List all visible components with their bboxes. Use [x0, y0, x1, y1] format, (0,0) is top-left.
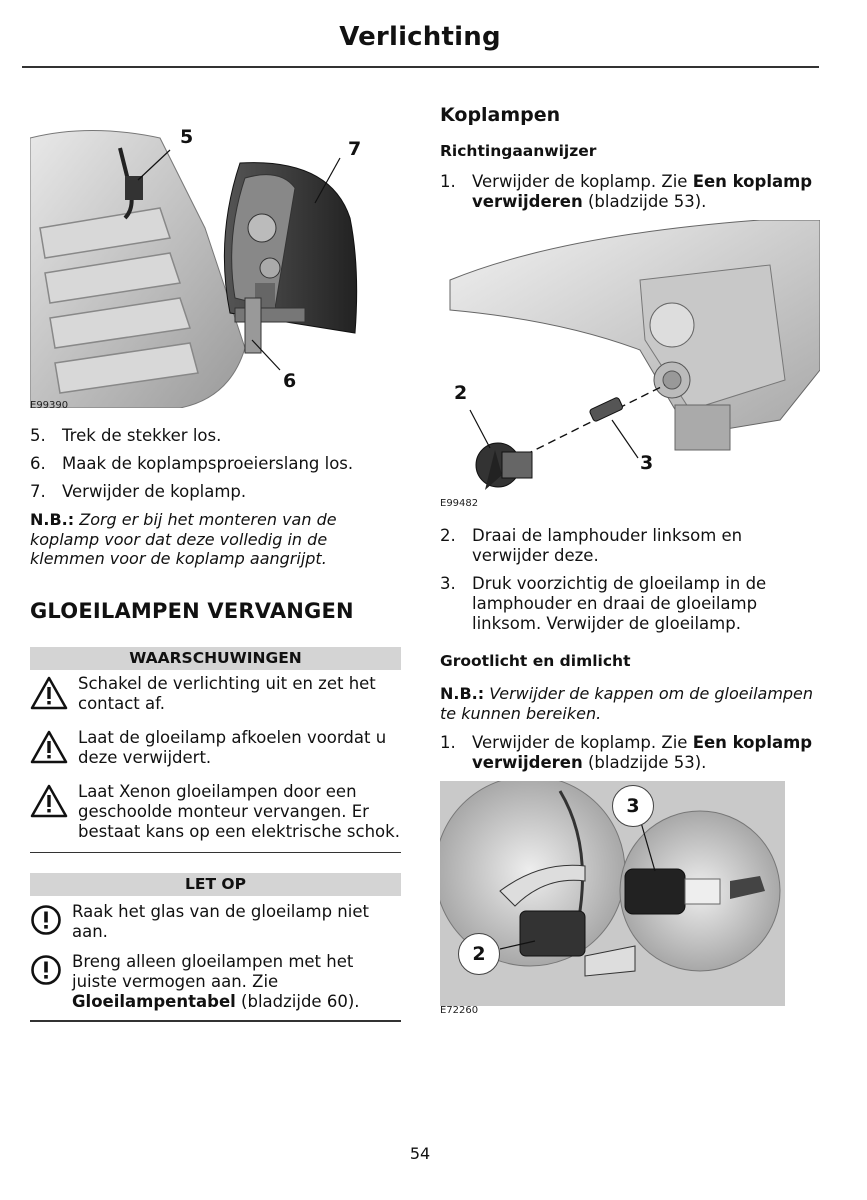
note-text: Zorg er bij het monteren van de koplamp voor dat deze volledig in de klemmen voor de koplamp aangrijpt. [30, 510, 337, 568]
link-een-koplamp-verwijderen[interactable]: Een koplamp verwijderen [472, 733, 813, 772]
warning-triangle-icon [30, 676, 68, 710]
bulb-steps [440, 526, 820, 634]
turn-signal-illustration [440, 220, 820, 505]
warnings-banner: WAARSCHUWINGEN [30, 647, 401, 670]
figure-code: E99482 [440, 498, 479, 509]
list-item: 1. Verwijder de koplamp. Zie Een koplamp verwijderen (bladzijde 53). [440, 733, 813, 772]
list-item: 7. Verwijder de koplamp. [30, 482, 247, 501]
warnings-box [30, 647, 401, 854]
list-item: 6. Maak de koplampsproeierslang los. [30, 454, 354, 473]
warnings-bottom-rule [30, 852, 401, 854]
caution-exclamation-icon [30, 904, 62, 936]
title-rule [22, 66, 819, 68]
caution-exclamation-icon [30, 954, 62, 986]
caution-bottom-rule [30, 1020, 401, 1022]
heading-richtingaanwijzer: Richtingaanwijzer [440, 142, 597, 160]
mounting-note [30, 510, 401, 569]
callout-3-badge: 3 [612, 785, 654, 827]
caution-item: Raak het glas van de gloeilamp niet aan. [30, 902, 401, 942]
main-beam-illustration [440, 781, 785, 1006]
caution-banner: LET OP [30, 873, 401, 896]
step1b-list [440, 733, 820, 773]
callout-2-badge: 2 [458, 933, 500, 975]
list-item: 2. Draai de lamphouder linksom en verwijder deze. [440, 526, 743, 565]
page-number: 54 [409, 1144, 431, 1163]
left-column [30, 108, 401, 1022]
warning-item: Laat de gloeilamp afkoelen voordat u deze verwijdert. [30, 728, 401, 768]
warning-item [30, 782, 401, 842]
section-title: GLOEILAMPEN VERVANGEN [30, 598, 354, 623]
heading-grootlicht: Grootlicht en dimlicht [440, 652, 631, 670]
figure-code: E72260 [440, 1005, 479, 1016]
warning-triangle-icon [30, 730, 68, 764]
callout-3: 3 [640, 452, 654, 474]
caps-note: N.B.: Verwijder de kappen om de gloeilampen te kunnen bereiken. [440, 684, 814, 723]
list-item: 3. Druk voorzichtig de gloeilamp in de lamphouder en draai de gloeilamp linksom. Verwijder de gloeilamp. [440, 574, 767, 633]
figure-code: E99390 [30, 400, 69, 411]
heading-koplampen: Koplampen [440, 104, 561, 126]
figure-headlamp-removal [30, 108, 401, 418]
warning-text-xenon: Laat Xenon gloeilampen door een geschoolde monteur vervangen. Er bestaat kans op een elektrische schok. [78, 781, 400, 841]
warning-triangle-icon [30, 784, 68, 818]
note-label: N.B.: [30, 510, 75, 529]
warning-item: Schakel de verlichting uit en zet het contact af. [30, 674, 401, 714]
headlamp-removal-illustration [30, 108, 401, 408]
link-een-koplamp-verwijderen[interactable]: Een koplamp verwijderen [472, 172, 813, 211]
link-gloeilampentabel[interactable]: Gloeilampentabel [72, 992, 236, 1011]
step1-list [440, 172, 820, 212]
figure-main-beam [440, 781, 785, 1019]
callout-7: 7 [348, 138, 362, 160]
callout-5: 5 [180, 126, 194, 148]
callout-6: 6 [283, 370, 297, 392]
figure-turn-signal [440, 220, 820, 520]
list-item: 5. Trek de stekker los. [30, 426, 222, 445]
list-item: 1. Verwijder de koplamp. Zie Een koplamp verwijderen (bladzijde 53). [440, 172, 813, 211]
caution-item: Breng alleen gloeilampen met het juiste vermogen aan. Zie Gloeilampentabel (bladzijde 60). [30, 952, 401, 1012]
page-title: Verlichting [339, 22, 501, 52]
callout-2: 2 [454, 382, 468, 404]
right-column [440, 100, 820, 1019]
caution-box [30, 873, 401, 1022]
removal-steps [30, 426, 401, 502]
